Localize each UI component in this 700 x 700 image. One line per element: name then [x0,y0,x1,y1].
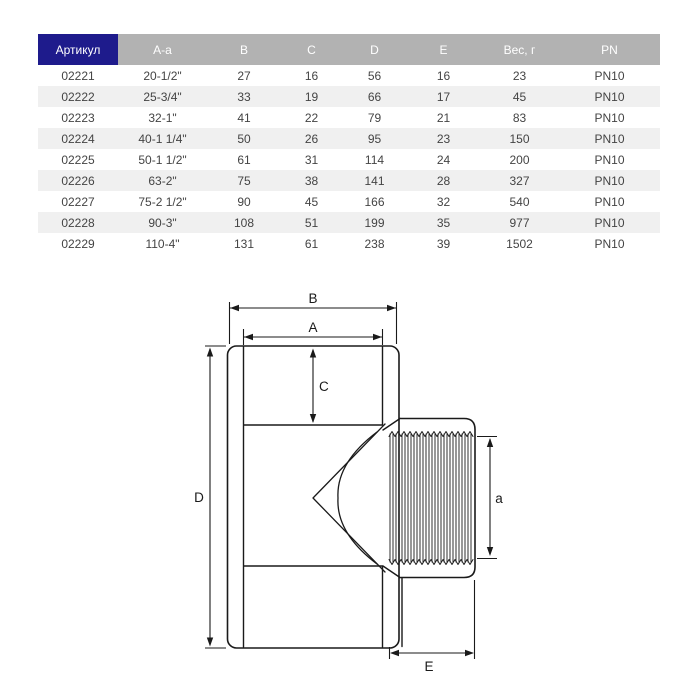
dim-label-c: C [319,379,329,394]
table-cell: 31 [281,149,342,170]
table-cell: 17 [407,86,480,107]
table-cell: 79 [342,107,407,128]
table-cell: 02225 [38,149,118,170]
table-row [38,170,660,191]
table-cell: PN10 [559,107,660,128]
table-cell: 1502 [480,233,559,254]
header-cell-d: D [342,34,407,65]
table-cell: 41 [207,107,281,128]
header-row [38,34,660,65]
table-cell: 114 [342,149,407,170]
table-cell: 32 [407,191,480,212]
table-cell: PN10 [559,191,660,212]
tee-fitting-drawing [150,280,550,690]
table-cell: 90 [207,191,281,212]
table-cell: 977 [480,212,559,233]
table-cell: 40-1 1/4" [118,128,207,149]
table-cell: 108 [207,212,281,233]
header-cell-b: B [207,34,281,65]
table-cell: 16 [281,65,342,86]
table-cell: 61 [281,233,342,254]
table-cell: 23 [480,65,559,86]
table-cell: 21 [407,107,480,128]
table-row [38,191,660,212]
table-cell: 39 [407,233,480,254]
table-cell: 02227 [38,191,118,212]
table-cell: PN10 [559,212,660,233]
table-cell: PN10 [559,170,660,191]
table-cell: 199 [342,212,407,233]
table-cell: 150 [480,128,559,149]
header-cell-e: E [407,34,480,65]
table-cell: 83 [480,107,559,128]
table-cell: 540 [480,191,559,212]
table-cell: 28 [407,170,480,191]
table-cell: 25-3/4" [118,86,207,107]
table-cell: 66 [342,86,407,107]
table-cell: 61 [207,149,281,170]
dim-label-e: E [424,659,434,674]
table-cell: PN10 [559,65,660,86]
table-cell: 90-3" [118,212,207,233]
table-cell: 22 [281,107,342,128]
dim-small-a-line [477,437,497,559]
header-cell-aa: A-a [118,34,207,65]
table-row [38,107,660,128]
dim-label-d: D [194,490,204,505]
table-cell: 19 [281,86,342,107]
table-cell: 33 [207,86,281,107]
spec-table-container [38,34,660,254]
table-cell: 02221 [38,65,118,86]
dim-label-b: B [308,291,318,306]
table-cell: 26 [281,128,342,149]
table-cell: 20-1/2" [118,65,207,86]
table-row [38,212,660,233]
table-cell: 45 [480,86,559,107]
table-cell: 131 [207,233,281,254]
table-row [38,233,660,254]
table-cell: 23 [407,128,480,149]
table-cell: 63-2" [118,170,207,191]
table-cell: PN10 [559,149,660,170]
table-cell: PN10 [559,233,660,254]
table-cell: 35 [407,212,480,233]
tee-fitting-diagram [150,280,550,690]
table-cell: 141 [342,170,407,191]
table-cell: 51 [281,212,342,233]
table-cell: 200 [480,149,559,170]
table-cell: 238 [342,233,407,254]
table-cell: 32-1" [118,107,207,128]
dim-label-a-small: a [495,491,503,506]
table-cell: PN10 [559,128,660,149]
table-row [38,86,660,107]
table-cell: 56 [342,65,407,86]
header-cell-pn: PN [559,34,660,65]
table-cell: 50 [207,128,281,149]
table-cell: 50-1 1/2" [118,149,207,170]
table-cell: 02229 [38,233,118,254]
table-cell: 166 [342,191,407,212]
table-cell: 16 [407,65,480,86]
table-cell: PN10 [559,86,660,107]
table-cell: 95 [342,128,407,149]
table-cell: 75 [207,170,281,191]
table-row [38,128,660,149]
dim-label-a-cap: A [308,320,318,335]
table-cell: 02224 [38,128,118,149]
table-cell: 38 [281,170,342,191]
table-cell: 02228 [38,212,118,233]
table-cell: 45 [281,191,342,212]
header-cell-c: C [281,34,342,65]
table-cell: 02226 [38,170,118,191]
table-row [38,65,660,86]
table-cell: 110-4" [118,233,207,254]
header-cell-weight: Вес, г [480,34,559,65]
table-cell: 27 [207,65,281,86]
table-row [38,149,660,170]
table-cell: 24 [407,149,480,170]
table-cell: 02223 [38,107,118,128]
table-cell: 02222 [38,86,118,107]
table-cell: 75-2 1/2" [118,191,207,212]
header-cell-article: Артикул [38,34,118,65]
table-cell: 327 [480,170,559,191]
dim-d-line [205,346,226,648]
spec-table [38,34,660,254]
